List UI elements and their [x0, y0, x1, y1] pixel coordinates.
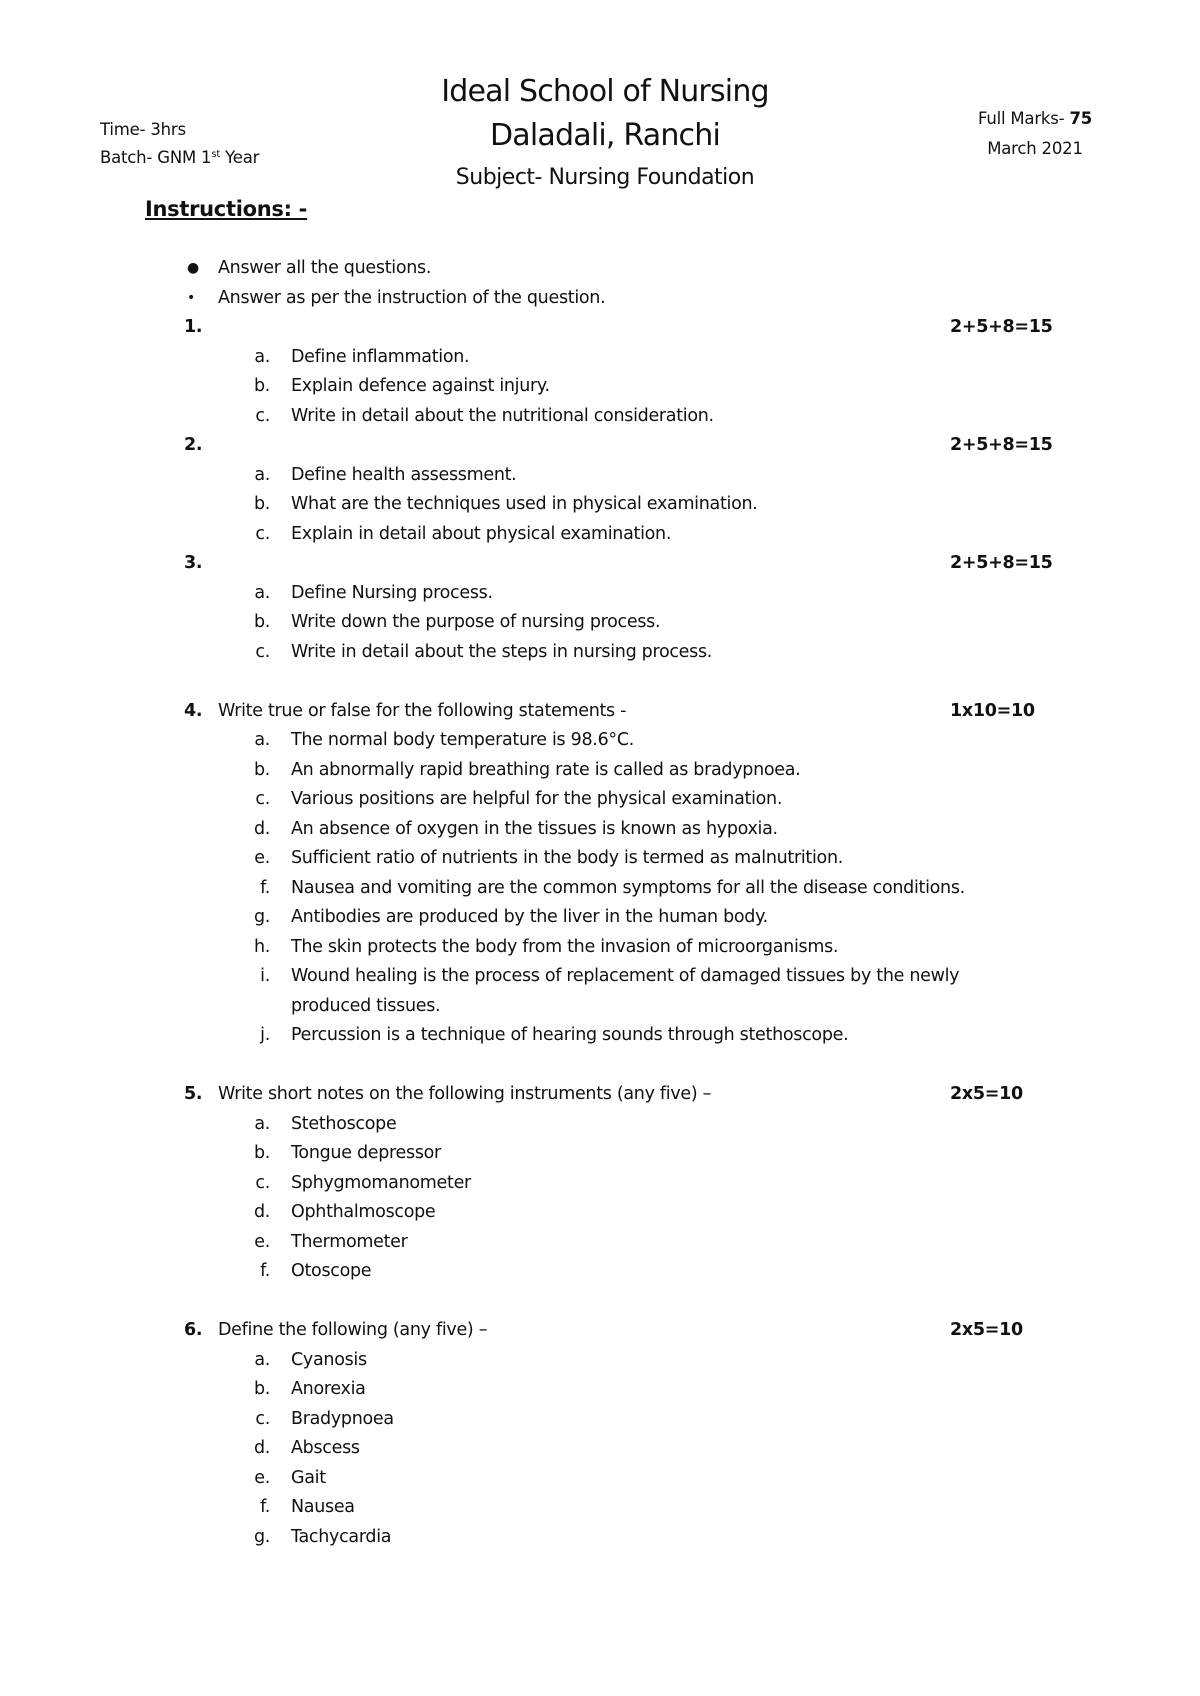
question-item — [0, 903, 1200, 933]
item-letter: a. — [254, 464, 270, 485]
item-letter: b. — [254, 494, 271, 514]
item-letter: c. — [255, 789, 270, 809]
item-letter: g. — [254, 1526, 271, 1547]
full-marks-label: Full Marks- — [977, 109, 1070, 128]
question-item — [0, 933, 1200, 963]
item-letter: j. — [260, 1025, 270, 1045]
question-item — [0, 1405, 1200, 1435]
question-item — [0, 1021, 1200, 1051]
question-item — [0, 1110, 1200, 1140]
item-letter: b. — [254, 1143, 271, 1163]
batch-prefix: Batch- GNM 1 — [100, 148, 212, 167]
full-marks — [960, 104, 1110, 134]
item-letter: f. — [260, 877, 270, 898]
question-item — [0, 1346, 1200, 1376]
item-letter: e. — [254, 848, 270, 868]
item-text: Thermometer — [291, 1231, 408, 1252]
item-letter: c. — [255, 523, 270, 544]
question-item — [0, 815, 1200, 845]
question-item — [0, 520, 1200, 550]
item-letter: d. — [254, 1202, 271, 1222]
item-letter: c. — [255, 641, 270, 662]
item-text: What are the techniques used in physical examination. — [291, 494, 758, 514]
question-item — [0, 343, 1200, 373]
exam-body — [0, 254, 1200, 1552]
instruction-text: Answer all the questions. — [218, 258, 432, 278]
question-marks: 2x5=10 — [950, 1320, 1023, 1340]
question-number: 1. — [184, 317, 203, 337]
item-text: Stethoscope — [291, 1113, 397, 1134]
item-text: Percussion is a technique of hearing sounds through stethoscope. — [291, 1025, 849, 1045]
item-letter: e. — [254, 1231, 270, 1252]
question-item — [0, 638, 1200, 668]
item-text: An absence of oxygen in the tissues is known as hypoxia. — [291, 818, 778, 839]
item-text: Nausea and vomiting are the common symptoms for all the disease conditions. — [291, 877, 965, 898]
question-item — [0, 1523, 1200, 1553]
item-letter: b. — [254, 1379, 271, 1399]
question-number: 2. — [184, 435, 203, 455]
item-text: Wound healing is the process of replacement of damaged tissues by the newly produced tissues. — [291, 966, 960, 1016]
item-letter: c. — [255, 1408, 270, 1429]
question-item — [0, 874, 1200, 904]
question-marks: 2+5+8=15 — [950, 435, 1053, 455]
item-text: Anorexia — [291, 1379, 366, 1399]
item-letter: b. — [254, 612, 271, 632]
question-item — [0, 1493, 1200, 1523]
item-text: Otoscope — [291, 1261, 372, 1281]
question-header — [0, 431, 1200, 461]
question-item — [0, 402, 1200, 432]
question-item — [0, 756, 1200, 786]
subject-line: Subject- Nursing Foundation — [455, 165, 755, 190]
question-item — [0, 1434, 1200, 1464]
time-text: Time- 3hrs — [100, 120, 186, 139]
question-item — [0, 785, 1200, 815]
item-letter: d. — [254, 818, 271, 839]
question-item — [0, 608, 1200, 638]
question-item — [0, 1375, 1200, 1405]
question-item — [0, 1169, 1200, 1199]
item-text: Explain defence against injury. — [291, 376, 550, 396]
item-letter: a. — [254, 1113, 270, 1134]
school-location: Daladali, Ranchi — [490, 118, 720, 153]
item-letter: c. — [255, 1172, 270, 1193]
item-text: Write in detail about the steps in nursing process. — [291, 641, 713, 662]
item-text: Cyanosis — [291, 1349, 367, 1370]
item-text: Antibodies are produced by the liver in the human body. — [291, 907, 768, 927]
question-item — [0, 962, 1200, 1021]
school-name: Ideal School of Nursing — [441, 74, 769, 109]
question-marks: 2+5+8=15 — [950, 317, 1053, 337]
question-marks: 2+5+8=15 — [950, 553, 1053, 573]
item-letter: a. — [254, 730, 270, 750]
item-letter: g. — [254, 907, 271, 927]
item-text: Tongue depressor — [291, 1143, 441, 1163]
exam-meta-right — [960, 104, 1110, 164]
item-text: Define Nursing process. — [291, 582, 493, 603]
question-number: 5. — [184, 1084, 203, 1104]
question-item — [0, 490, 1200, 520]
full-marks-value: 75 — [1069, 109, 1093, 128]
item-letter: b. — [254, 759, 271, 780]
item-text: Sufficient ratio of nutrients in the body is termed as malnutrition. — [291, 848, 843, 868]
question-text: Write true or false for the following statements - — [218, 700, 627, 721]
item-letter: a. — [254, 1349, 270, 1370]
item-text: Bradypnoea — [291, 1408, 394, 1429]
item-text: Write in detail about the nutritional consideration. — [291, 405, 714, 426]
item-text: The normal body temperature is 98.6°C. — [291, 730, 635, 750]
question-item — [0, 461, 1200, 491]
question-item — [0, 1464, 1200, 1494]
instruction-item — [0, 284, 1200, 314]
item-text: An abnormally rapid breathing rate is called as bradypnoea. — [291, 759, 801, 780]
question-item — [0, 579, 1200, 609]
exam-meta-left — [100, 116, 259, 172]
question-header — [0, 313, 1200, 343]
item-text: Ophthalmoscope — [291, 1202, 436, 1222]
instructions-heading: Instructions: - — [145, 197, 308, 221]
question-item — [0, 726, 1200, 756]
item-text: Explain in detail about physical examination. — [291, 523, 672, 544]
item-letter: f. — [260, 1497, 270, 1517]
bullet-icon: ● — [187, 260, 199, 276]
question-marks: 1x10=10 — [950, 700, 1035, 721]
question-header — [0, 1316, 1200, 1346]
exam-title-block — [410, 70, 800, 194]
question-item — [0, 1228, 1200, 1258]
bullet-icon: • — [187, 289, 195, 306]
item-text: Nausea — [291, 1497, 355, 1517]
question-item — [0, 1139, 1200, 1169]
question-item — [0, 844, 1200, 874]
item-text: Write down the purpose of nursing process. — [291, 612, 661, 632]
item-letter: h. — [254, 936, 271, 957]
question-item — [0, 1257, 1200, 1287]
item-text: The skin protects the body from the invasion of microorganisms. — [291, 936, 839, 957]
batch-text — [100, 144, 259, 172]
batch-suffix: Year — [220, 148, 260, 167]
item-text: Sphygmomanometer — [291, 1172, 471, 1193]
item-text: Define inflammation. — [291, 346, 470, 367]
item-letter: c. — [255, 405, 270, 426]
question-header — [0, 549, 1200, 579]
question-header — [0, 1080, 1200, 1110]
item-text: Gait — [291, 1467, 326, 1488]
instruction-item — [0, 254, 1200, 284]
question-item — [0, 1198, 1200, 1228]
exam-date: March 2021 — [987, 139, 1083, 158]
instruction-text: Answer as per the instruction of the question. — [218, 287, 606, 308]
item-letter: e. — [254, 1467, 270, 1488]
item-text: Define health assessment. — [291, 464, 517, 485]
item-text: Various positions are helpful for the physical examination. — [291, 789, 783, 809]
item-letter: a. — [254, 582, 270, 603]
question-text: Define the following (any five) – — [218, 1320, 488, 1340]
question-marks: 2x5=10 — [950, 1084, 1023, 1104]
question-header — [0, 697, 1200, 727]
item-letter: d. — [254, 1438, 271, 1458]
item-letter: a. — [254, 346, 270, 367]
item-text: Abscess — [291, 1438, 360, 1458]
question-text: Write short notes on the following instruments (any five) – — [218, 1084, 712, 1104]
batch-superscript: st — [211, 149, 221, 160]
question-item — [0, 372, 1200, 402]
item-text: Tachycardia — [291, 1526, 392, 1547]
question-number: 4. — [184, 700, 203, 721]
item-letter: i. — [260, 966, 270, 986]
question-number: 6. — [184, 1320, 203, 1340]
item-letter: f. — [260, 1261, 270, 1281]
item-letter: b. — [254, 376, 271, 396]
question-number: 3. — [184, 553, 203, 573]
